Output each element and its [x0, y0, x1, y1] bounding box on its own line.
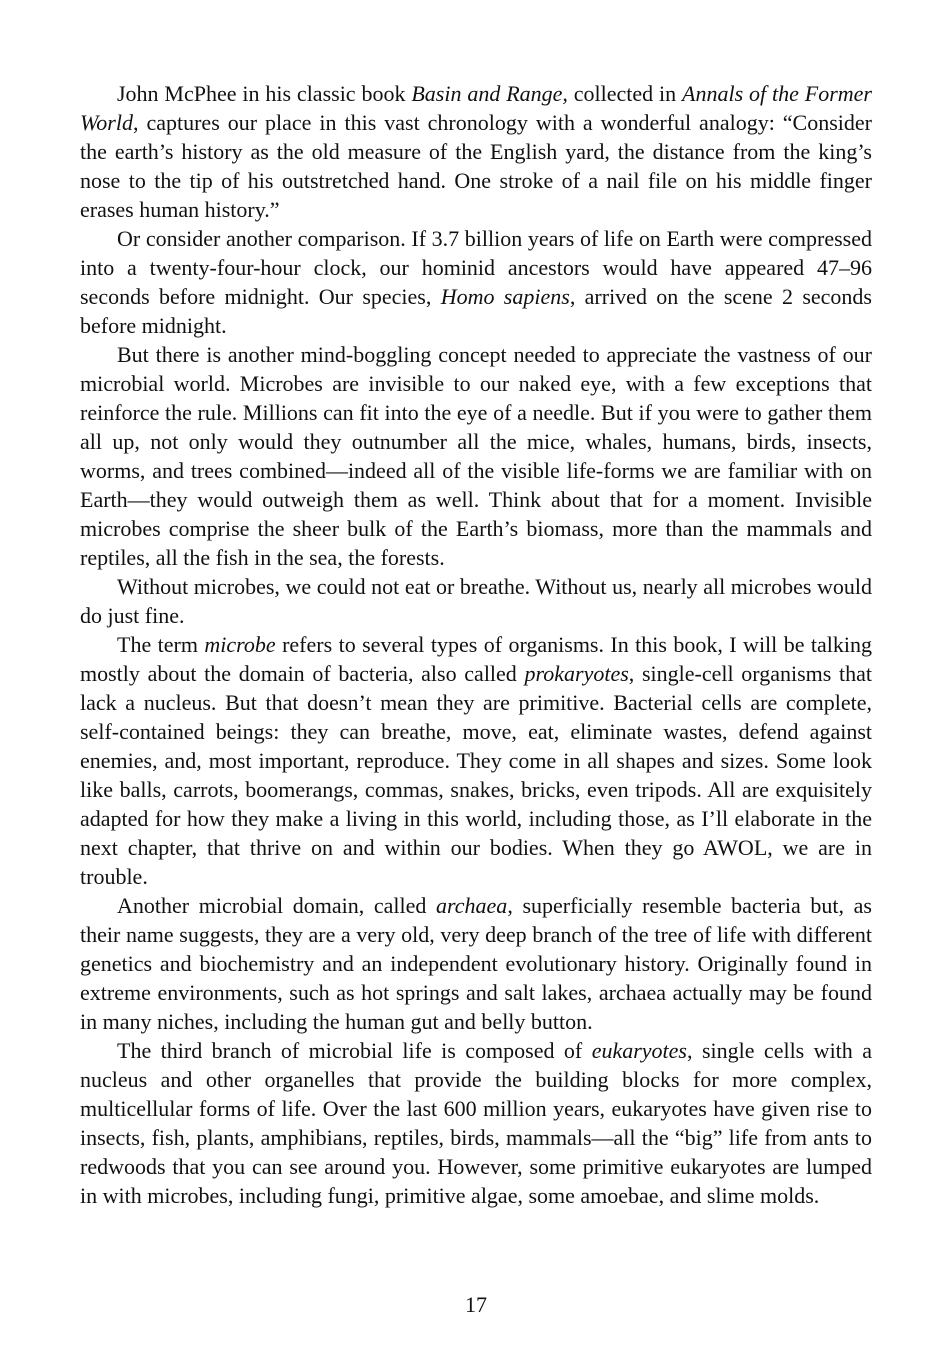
- text-run: , single-cell organisms that lack a nucleus. But that doesn’t mean they are primitive. Bacterial cells are complete, self-contained beings: they can breathe, move, eat, eliminate wastes, defend against enemies, and, most important, reproduce. They come in all shapes and sizes. Some look like balls, carrots, boomerangs, commas, snakes, bricks, even tripods. All are exquisitely adapted for how they make a living in this world, including those, as I’ll elaborate in the next chapter, that thrive on and within our bodies. When they go AWOL, we are in trouble.: [80, 661, 872, 889]
- text-run: , arrived on the scene 2 seconds before midnight.: [80, 284, 872, 338]
- italic-text: prokaryotes: [524, 661, 629, 686]
- text-run: collected in: [567, 81, 683, 106]
- text-run: , single cells with a nucleus and other organelles that provide the building blocks for more complex, multicellular forms of life. Over the last 600 million years, eukaryotes have given rise to insects, fish, plants, amphibians, reptiles, birds, mammals—all the “big” life from ants to redwoods that you can see around you. However, some primitive eukaryotes are lumped in with microbes, including fungi, primitive algae, some amoebae, and slime molds.: [80, 1038, 872, 1208]
- paragraph: [80, 224, 872, 340]
- italic-text: Basin and Range,: [411, 81, 568, 106]
- paragraph: [80, 79, 872, 224]
- paragraph: [80, 1036, 872, 1210]
- page-body: [80, 79, 872, 1210]
- text-run: Or consider another comparison. If 3.7 billion years of life on Earth were compressed into a twenty-four-hour clock, our hominid ancestors would have appeared 47–96 seconds before midnight. Our species,: [80, 226, 872, 309]
- text-run: Without microbes, we could not eat or breathe. Without us, nearly all microbes would do just fine.: [80, 574, 872, 628]
- page-number: 17: [465, 1292, 487, 1317]
- paragraph: [80, 572, 872, 630]
- text-run: The term: [117, 632, 205, 657]
- text-run: The third branch of microbial life is composed of: [117, 1038, 592, 1063]
- paragraph: [80, 340, 872, 572]
- italic-text: Annals of the Former World: [80, 81, 872, 135]
- paragraph: [80, 891, 872, 1036]
- text-run: , superficially resemble bacteria but, as their name suggests, they are a very old, very deep branch of the tree of life with different genetics and biochemistry and an independent evolutionary history. Originally found in extreme environments, such as hot springs and salt lakes, archaea actually may be found in many niches, including the human gut and belly button.: [80, 893, 872, 1034]
- italic-text: microbe: [204, 632, 276, 657]
- text-run: John McPhee in his classic book: [117, 81, 412, 106]
- text-run: Another microbial domain, called: [117, 893, 437, 918]
- italic-text: archaea: [436, 893, 508, 918]
- text-run: refers to several types of organisms. In this book, I will be talking mostly about the domain of bacteria, also called: [80, 632, 872, 686]
- text-run: , captures our place in this vast chronology with a wonderful analogy: “Consider the earth’s history as the old measure of the English yard, the distance from the king’s nose to the tip of his outstretched hand. One stroke of a nail file on his middle finger erases human history.”: [80, 110, 872, 222]
- italic-text: Homo sapiens: [440, 284, 570, 309]
- text-run: But there is another mind-boggling concept needed to appreciate the vastness of our microbial world. Microbes are invisible to our naked eye, with a few exceptions that reinforce the rule. Millions can fit into the eye of a needle. But if you were to gather them all up, not only would they outnumber all the mice, whales, humans, birds, insects, worms, and trees combined—indeed all of the visible life-forms we are familiar with on Earth—they would outweigh them as well. Think about that for a moment. Invisible microbes comprise the sheer bulk of the Earth’s biomass, more than the mammals and reptiles, all the fish in the sea, the forests.: [80, 342, 872, 570]
- italic-text: eukaryotes: [591, 1038, 687, 1063]
- paragraph: [80, 630, 872, 891]
